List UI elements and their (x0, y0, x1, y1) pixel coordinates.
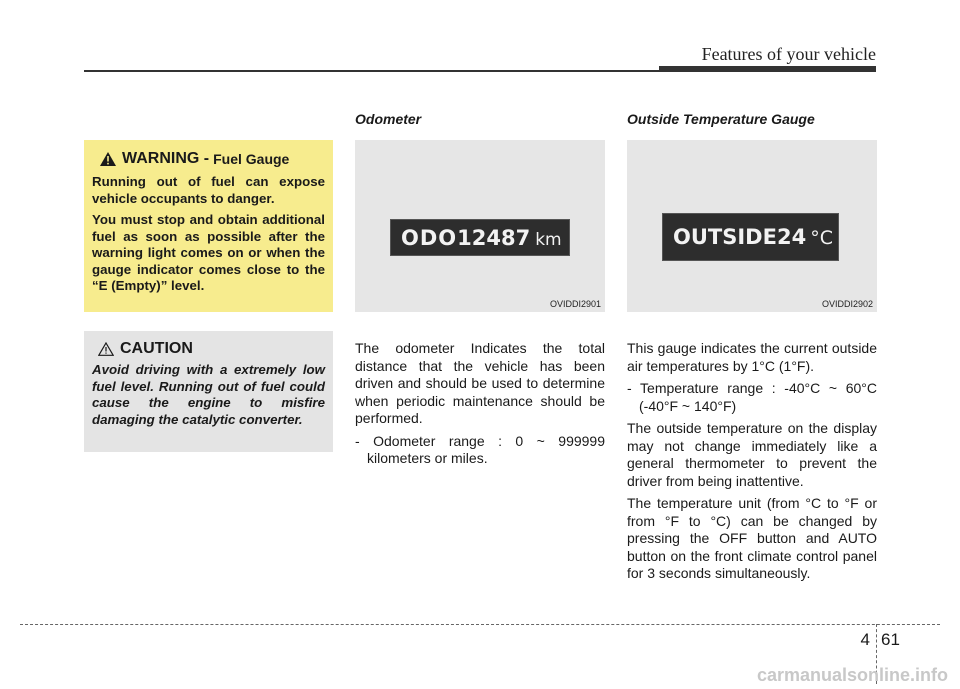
outside-temp-range: - Temperature range : -40°C ~ 60°C (-40°F ~ 140°F) (627, 380, 877, 414)
odometer-display-value: 12487 (457, 225, 531, 250)
caution-box (84, 331, 333, 452)
warning-box (84, 140, 333, 312)
outside-temp-title: Outside Temperature Gauge (627, 111, 815, 127)
outside-temp-paragraph-1: This gauge indicates the current outside air temperatures by 1°C (1°F). (627, 340, 877, 374)
warning-text-1: Running out of fuel can expose vehicle occupants to danger. (92, 174, 325, 206)
outside-temp-image (627, 140, 877, 312)
odometer-body (355, 340, 605, 473)
odometer-image (355, 140, 605, 312)
chapter-number: 4 (860, 630, 870, 649)
caution-label: CAUTION (120, 340, 193, 357)
odometer-display (390, 219, 570, 256)
header-rule-accent (659, 66, 876, 72)
odometer-range: - Odometer range : 0 ~ 999999 kilometers or miles. (355, 432, 605, 466)
outside-temp-body (627, 340, 877, 588)
footer-rule (20, 624, 940, 625)
odometer-image-code: OVIDDI2901 (549, 299, 601, 309)
header-title: Features of your vehicle (701, 44, 876, 64)
odometer-display-label: ODO (401, 225, 458, 250)
outside-temp-display (662, 213, 839, 261)
caution-triangle-icon (98, 342, 114, 356)
outside-temp-display-label: OUTSIDE (673, 225, 777, 249)
watermark: carmanualsonline.info (756, 665, 948, 685)
caution-header (98, 340, 325, 358)
warning-subject: Fuel Gauge (213, 151, 290, 167)
outside-temp-paragraph-3: The temperature unit (from °C to °F or from °F to °C) can be changed by pressing the OFF button and AUTO button on the front climate control panel for 3 seconds simultaneously. (627, 495, 877, 581)
page-number: 61 (881, 630, 900, 649)
odometer-paragraph: The odometer Indicates the total distance that the vehicle has been driven and should be used to determine when periodic maintenance should be performed. (355, 340, 605, 426)
outside-temp-display-value: 24 (776, 225, 807, 249)
warning-text-2: You must stop and obtain additional fuel as soon as possible after the warning light comes on or when the gauge indicator comes close to the “E (Empty)” level. (92, 212, 325, 293)
odometer-display-unit: km (535, 229, 562, 250)
outside-temp-paragraph-2: The outside temperature on the display may not change immediately like a general thermometer to prevent the driver from being inattentive. (627, 420, 877, 489)
caution-text: Avoid driving with a extremely low fuel level. Running out of fuel could cause the engine to misfire damaging the catalytic converter. (92, 362, 325, 427)
header-rule (84, 70, 659, 72)
outside-temp-image-code: OVIDDI2902 (821, 299, 873, 309)
warning-header (100, 150, 325, 168)
warning-triangle-icon (100, 152, 116, 166)
warning-label: WARNING - (122, 150, 210, 167)
odometer-title: Odometer (355, 111, 422, 127)
outside-temp-display-unit: °C (810, 227, 833, 249)
